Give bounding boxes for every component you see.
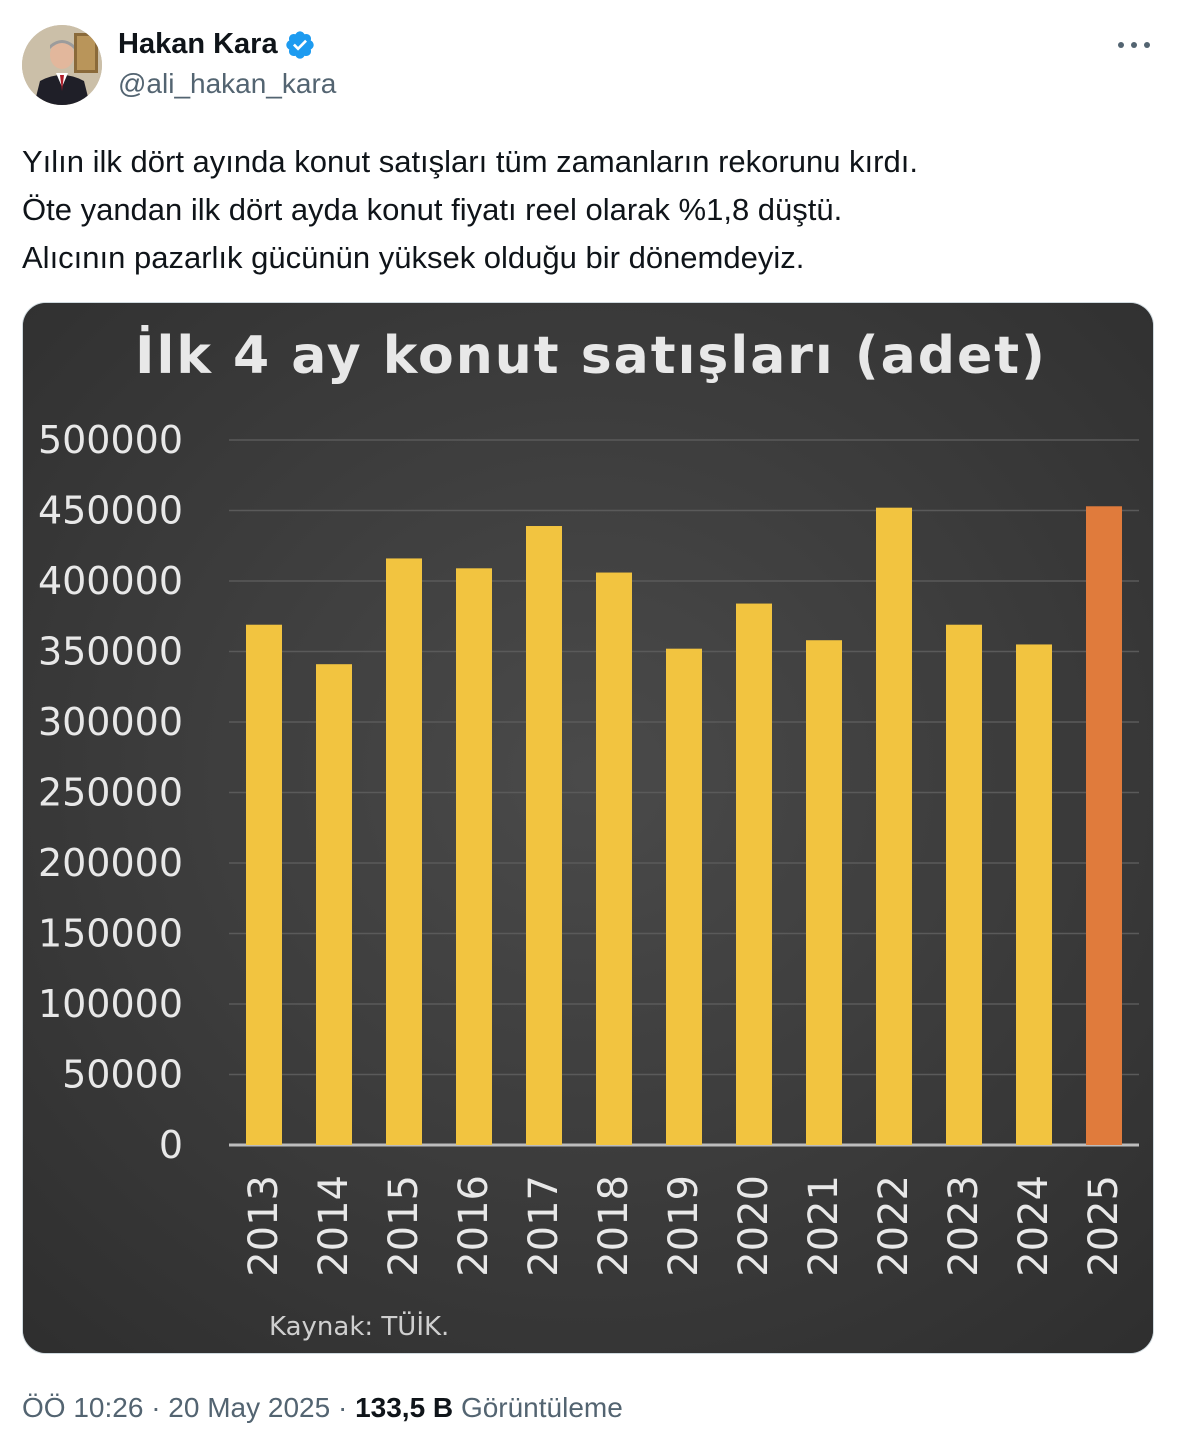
y-tick-label: 250000 [37, 770, 183, 815]
y-tick-label: 300000 [37, 700, 183, 744]
bar-2016 [456, 568, 492, 1145]
bar-2017 [526, 526, 562, 1145]
bar-2023 [946, 625, 982, 1145]
tweet-line: Öte yandan ilk dört ayda konut fiyatı reel olarak %1,8 düştü. [22, 192, 843, 227]
x-tick-label: 2017 [521, 1175, 567, 1277]
x-tick-label: 2018 [591, 1175, 637, 1277]
bar-2022 [876, 508, 912, 1145]
bar-2013 [246, 625, 282, 1145]
bar-2014 [316, 664, 352, 1145]
bar-2018 [596, 573, 632, 1145]
more-dots-icon[interactable] [1112, 30, 1156, 60]
tweet-meta [22, 1392, 623, 1424]
chart-title: İlk 4 ay konut satışları (adet) [135, 326, 1047, 386]
bar-2020 [736, 604, 772, 1145]
tweet-text [22, 138, 1142, 282]
bar-2025 [1086, 506, 1122, 1145]
separator: · [337, 1392, 348, 1423]
y-tick-label: 200000 [37, 841, 183, 885]
tweet-line: Yılın ilk dört ayında konut satışları tüm zamanların rekorunu kırdı. [22, 144, 918, 179]
x-tick-label: 2022 [871, 1175, 917, 1277]
y-tick-label: 350000 [37, 629, 183, 674]
bar-2019 [666, 649, 702, 1145]
x-tick-label: 2020 [731, 1175, 777, 1277]
author-name-row [118, 28, 316, 61]
tweet-media-chart[interactable] [22, 302, 1154, 1354]
y-tick-label: 0 [158, 1123, 183, 1167]
bar-2015 [386, 558, 422, 1145]
author-handle[interactable]: @ali_hakan_kara [118, 68, 337, 99]
y-tick-label: 100000 [37, 982, 183, 1026]
x-tick-label: 2016 [451, 1175, 497, 1277]
y-tick-label: 50000 [62, 1052, 183, 1097]
bar-chart [23, 303, 1153, 1353]
separator: · [151, 1392, 161, 1423]
author-name[interactable]: Hakan Kara [118, 28, 278, 60]
y-tick-label: 150000 [37, 911, 183, 956]
y-tick-label: 450000 [37, 488, 183, 533]
avatar[interactable] [22, 25, 102, 105]
tweet-line: Alıcının pazarlık gücünün yüksek olduğu bir dönemdeyiz. [22, 240, 805, 275]
tweet-date[interactable]: 20 May 2025 [168, 1392, 331, 1423]
x-tick-label: 2015 [381, 1175, 427, 1277]
tweet-time[interactable]: ÖÖ 10:26 [22, 1392, 144, 1423]
bar-2024 [1016, 644, 1052, 1145]
bar-2021 [806, 640, 842, 1145]
view-label: Görüntüleme [460, 1392, 623, 1423]
x-tick-label: 2013 [241, 1175, 287, 1277]
x-tick-label: 2021 [801, 1175, 847, 1277]
x-tick-label: 2025 [1081, 1175, 1127, 1277]
y-tick-label: 500000 [37, 418, 183, 462]
chart-source: Kaynak: TÜİK. [269, 1312, 450, 1342]
y-tick-label: 400000 [37, 559, 183, 603]
x-tick-label: 2014 [311, 1175, 357, 1277]
x-tick-label: 2024 [1011, 1175, 1057, 1277]
x-tick-label: 2023 [941, 1175, 987, 1277]
view-count: 133,5 B [355, 1392, 454, 1423]
x-tick-label: 2019 [661, 1175, 707, 1277]
verified-badge-icon [284, 29, 316, 61]
